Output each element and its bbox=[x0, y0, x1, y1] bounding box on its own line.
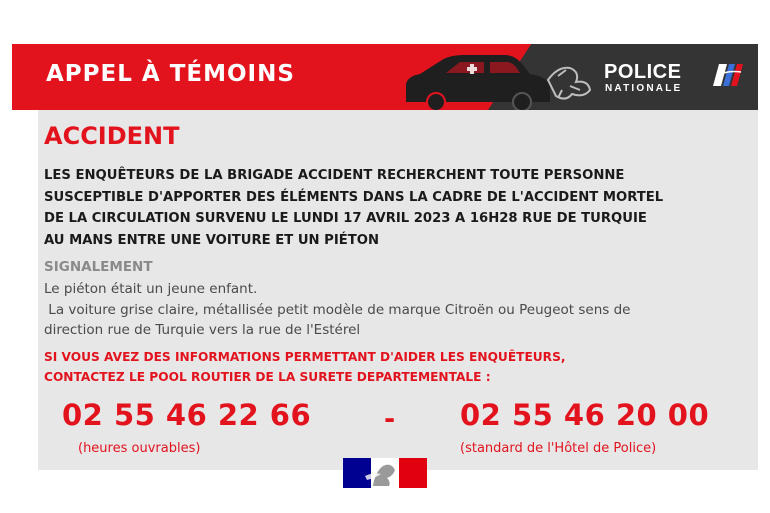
description-line: SUSCEPTIBLE D'APPORTER DES ÉLÉMENTS DANS LA CADRE DE L'ACCIDENT MORTEL bbox=[44, 189, 664, 205]
description-line: DE LA CIRCULATION SURVENU LE LUNDI 17 AVRIL 2023 A 16H28 RUE DE TURQUIE bbox=[44, 211, 647, 226]
signalement-text bbox=[44, 279, 744, 341]
marianne-flag-logo bbox=[343, 458, 427, 488]
police-logo-title: POLICE bbox=[604, 61, 682, 83]
police-logo-flag-icon bbox=[713, 62, 743, 88]
description-line: AU MANS ENTRE UNE VOITURE ET UN PIÉTON bbox=[44, 232, 379, 248]
car-crash-icon bbox=[398, 46, 598, 110]
section-title: ACCIDENT bbox=[44, 122, 180, 150]
signalement-line: La voiture grise claire, métallisée petit modèle de marque Citroën ou Peugeot sens de bbox=[44, 301, 631, 318]
signalement-label: SIGNALEMENT bbox=[44, 259, 153, 275]
phone-number-2[interactable]: 02 55 46 20 00 bbox=[460, 398, 710, 432]
description-line: LES ENQUÊTEURS DE LA BRIGADE ACCIDENT RECHERCHENT TOUTE PERSONNE bbox=[44, 168, 625, 183]
header-banner bbox=[12, 44, 758, 110]
info-line: SI VOUS AVEZ DES INFORMATIONS PERMETTANT D'AIDER LES ENQUÊTEURS, bbox=[44, 350, 566, 364]
info-line: CONTACTEZ LE POOL ROUTIER DE LA SURETE DEPARTEMENTALE : bbox=[44, 369, 491, 384]
police-logo-subtitle: NATIONALE bbox=[605, 83, 683, 94]
description-text bbox=[44, 165, 744, 251]
signalement-line: Le piéton était un jeune enfant. bbox=[44, 281, 258, 297]
phone-note-2: (standard de l'Hôtel de Police) bbox=[460, 441, 657, 456]
phone-separator: - bbox=[384, 404, 396, 435]
info-text bbox=[44, 348, 744, 387]
banner-title: APPEL À TÉMOINS bbox=[46, 61, 295, 87]
phone-number-1[interactable]: 02 55 46 22 66 bbox=[62, 398, 312, 432]
phone-note-1: (heures ouvrables) bbox=[78, 441, 201, 456]
signalement-line: direction rue de Turquie vers la rue de l'Estérel bbox=[44, 322, 361, 338]
